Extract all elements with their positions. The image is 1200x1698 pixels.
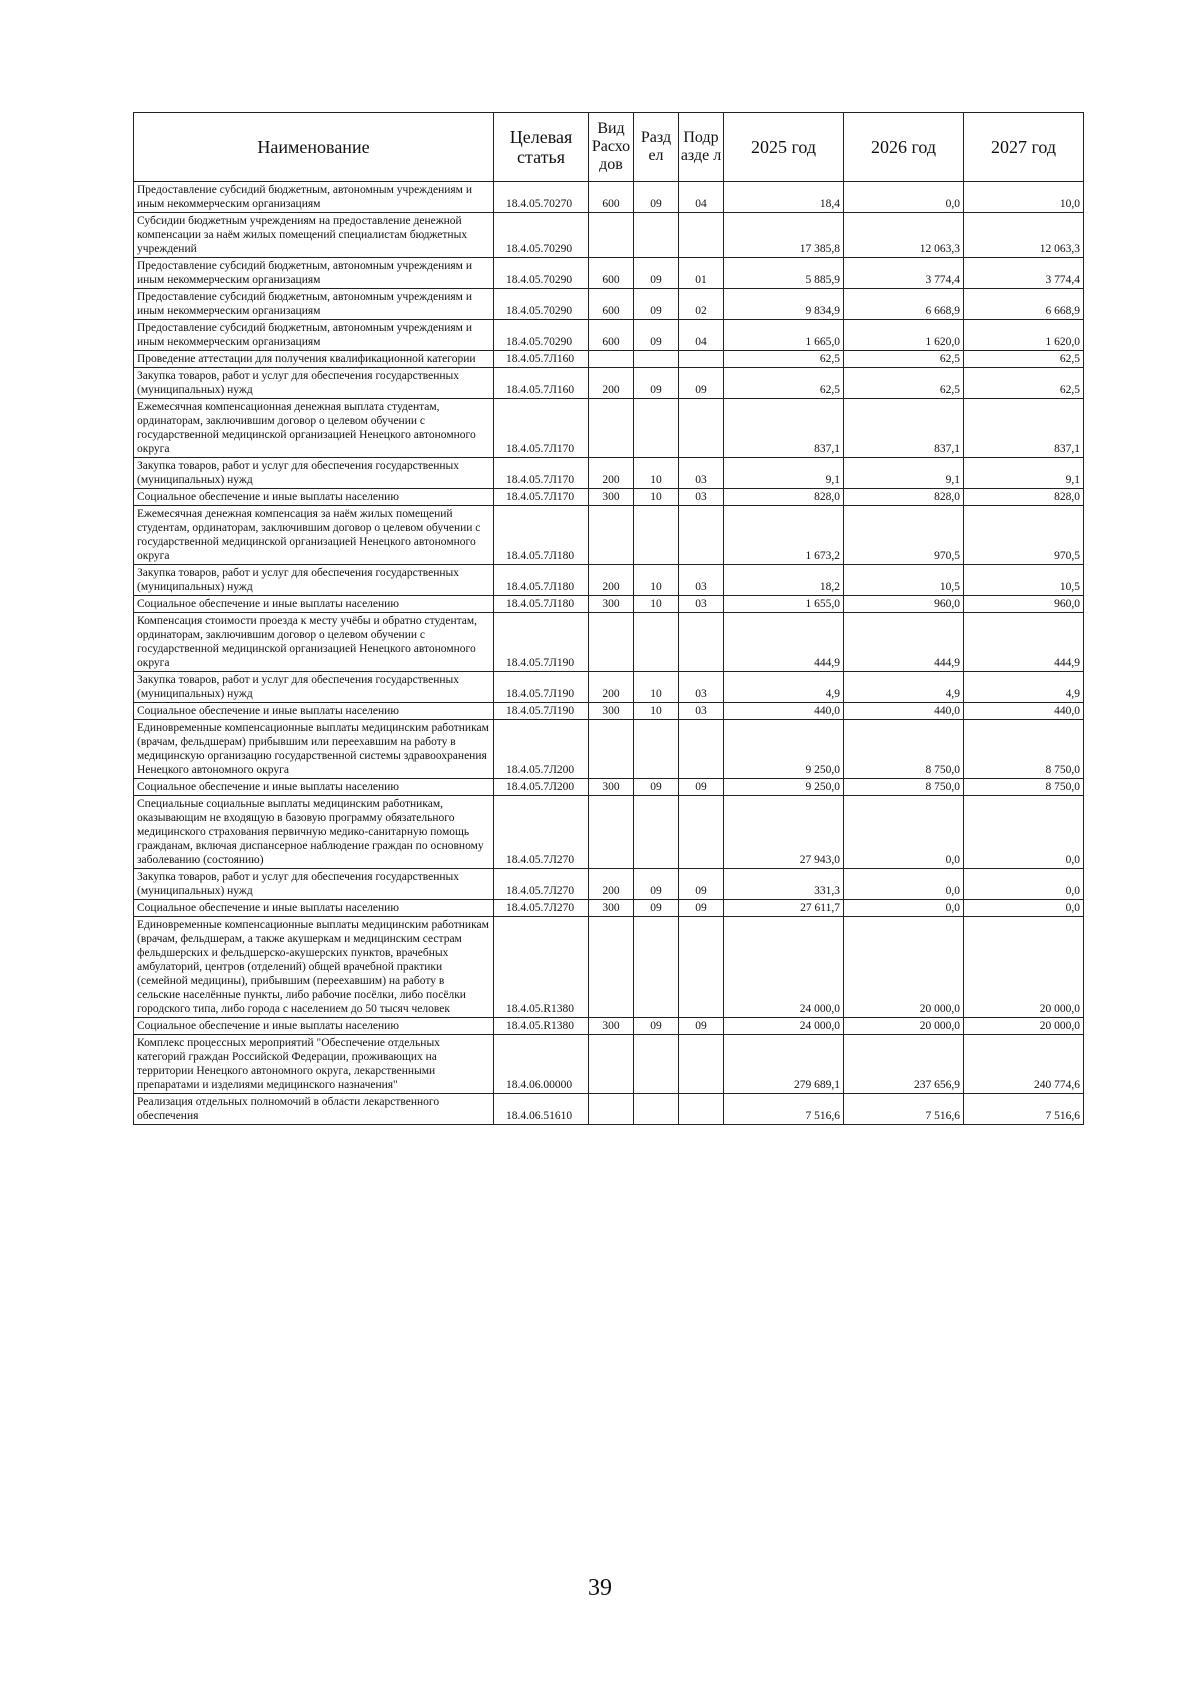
target-article-cell: 18.4.05.R1380: [494, 917, 589, 1018]
table-row: [134, 399, 1084, 458]
amount-2026-cell: 7 516,6: [844, 1094, 964, 1125]
expense-type-cell: [589, 351, 634, 368]
row-name-cell: Социальное обеспечение и иные выплаты населению: [134, 1018, 494, 1035]
target-article-cell: 18.4.06.51610: [494, 1094, 589, 1125]
row-name-cell: Единовременные компенсационные выплаты медицинским работникам (врачам, фельдшерам) прибывшим или переехавшим на работу в медицинскую организацию государственной системы здравоохранения Ненецкого автономного округа: [134, 720, 494, 779]
amount-2026-cell: 4,9: [844, 672, 964, 703]
expense-type-cell: 200: [589, 458, 634, 489]
subsection-cell: 03: [679, 672, 724, 703]
table-row: [134, 720, 1084, 779]
amount-2027-cell: 240 774,6: [964, 1035, 1084, 1094]
table-row: [134, 596, 1084, 613]
subsection-cell: [679, 213, 724, 258]
amount-2025-cell: 5 885,9: [724, 258, 844, 289]
subsection-cell: 03: [679, 703, 724, 720]
subsection-cell: 03: [679, 458, 724, 489]
subsection-cell: 04: [679, 182, 724, 213]
section-cell: 09: [634, 869, 679, 900]
subsection-cell: 02: [679, 289, 724, 320]
amount-2026-cell: 0,0: [844, 796, 964, 869]
expense-type-cell: [589, 1035, 634, 1094]
target-article-cell: 18.4.05.7Л190: [494, 703, 589, 720]
target-article-cell: 18.4.05.7Л170: [494, 399, 589, 458]
target-article-cell: 18.4.05.7Л190: [494, 613, 589, 672]
amount-2027-cell: 0,0: [964, 796, 1084, 869]
target-article-cell: 18.4.05.R1380: [494, 1018, 589, 1035]
table-header-row: [134, 113, 1084, 182]
target-article-cell: 18.4.05.7Л160: [494, 351, 589, 368]
amount-2027-cell: 20 000,0: [964, 917, 1084, 1018]
row-name-cell: Компенсация стоимости проезда к месту учёбы и обратно студентам, ординаторам, заключившим договор о целевом обучении с государственной медицинской организацией Ненецкого автономного округа: [134, 613, 494, 672]
row-name-cell: Закупка товаров, работ и услуг для обеспечения государственных (муниципальных) нужд: [134, 672, 494, 703]
subsection-cell: 01: [679, 258, 724, 289]
amount-2025-cell: 9 250,0: [724, 779, 844, 796]
subsection-cell: [679, 613, 724, 672]
row-name-cell: Предоставление субсидий бюджетным, автономным учреждениям и иным некоммерческим организациям: [134, 320, 494, 351]
amount-2025-cell: 1 665,0: [724, 320, 844, 351]
subsection-cell: [679, 399, 724, 458]
amount-2026-cell: 6 668,9: [844, 289, 964, 320]
amount-2026-cell: 440,0: [844, 703, 964, 720]
amount-2027-cell: 8 750,0: [964, 779, 1084, 796]
row-name-cell: Социальное обеспечение и иные выплаты населению: [134, 596, 494, 613]
amount-2025-cell: 444,9: [724, 613, 844, 672]
table-row: [134, 213, 1084, 258]
target-article-cell: 18.4.05.7Л270: [494, 869, 589, 900]
amount-2026-cell: 62,5: [844, 351, 964, 368]
amount-2025-cell: 331,3: [724, 869, 844, 900]
amount-2027-cell: 0,0: [964, 869, 1084, 900]
amount-2025-cell: 9 834,9: [724, 289, 844, 320]
subsection-cell: [679, 506, 724, 565]
row-name-cell: Ежемесячная денежная компенсация за наём жилых помещений студентам, ординаторам, заключившим договор о целевом обучении с государственной медицинской организацией Ненецкого автономного округа: [134, 506, 494, 565]
section-cell: 10: [634, 458, 679, 489]
amount-2025-cell: 17 385,8: [724, 213, 844, 258]
amount-2026-cell: 0,0: [844, 182, 964, 213]
amount-2027-cell: 4,9: [964, 672, 1084, 703]
amount-2026-cell: 1 620,0: [844, 320, 964, 351]
table-row: [134, 320, 1084, 351]
expense-type-cell: [589, 213, 634, 258]
subsection-cell: 09: [679, 1018, 724, 1035]
row-name-cell: Проведение аттестации для получения квалификационной категории: [134, 351, 494, 368]
section-cell: [634, 613, 679, 672]
table-row: [134, 506, 1084, 565]
expense-type-cell: 200: [589, 672, 634, 703]
row-name-cell: Ежемесячная компенсационная денежная выплата студентам, ординаторам, заключившим договор о целевом обучении с государственной медицинской организацией Ненецкого автономного округа: [134, 399, 494, 458]
table-row: [134, 869, 1084, 900]
target-article-cell: 18.4.05.70290: [494, 289, 589, 320]
expense-type-cell: [589, 613, 634, 672]
amount-2027-cell: 3 774,4: [964, 258, 1084, 289]
section-cell: [634, 506, 679, 565]
amount-2026-cell: 444,9: [844, 613, 964, 672]
table-row: [134, 1094, 1084, 1125]
amount-2025-cell: 24 000,0: [724, 1018, 844, 1035]
target-article-cell: 18.4.05.70290: [494, 258, 589, 289]
header-subsection: Подр азде л: [679, 113, 724, 182]
table-row: [134, 565, 1084, 596]
table-row: [134, 703, 1084, 720]
amount-2027-cell: 10,5: [964, 565, 1084, 596]
subsection-cell: [679, 796, 724, 869]
amount-2025-cell: 18,4: [724, 182, 844, 213]
amount-2027-cell: 960,0: [964, 596, 1084, 613]
row-name-cell: Социальное обеспечение и иные выплаты населению: [134, 779, 494, 796]
target-article-cell: 18.4.05.7Л180: [494, 565, 589, 596]
amount-2026-cell: 3 774,4: [844, 258, 964, 289]
amount-2026-cell: 837,1: [844, 399, 964, 458]
subsection-cell: [679, 1035, 724, 1094]
subsection-cell: 03: [679, 596, 724, 613]
amount-2025-cell: 7 516,6: [724, 1094, 844, 1125]
target-article-cell: 18.4.05.7Л170: [494, 489, 589, 506]
header-2026: 2026 год: [844, 113, 964, 182]
section-cell: 10: [634, 489, 679, 506]
row-name-cell: Специальные социальные выплаты медицинским работникам, оказывающим не входящую в базовую программу обязательного медицинского страхования первичную медико-санитарную помощь гражданам, включая диспансерное наблюдение граждан по основному заболеванию (состоянию): [134, 796, 494, 869]
row-name-cell: Социальное обеспечение и иные выплаты населению: [134, 900, 494, 917]
target-article-cell: 18.4.05.7Л270: [494, 900, 589, 917]
target-article-cell: 18.4.05.70290: [494, 213, 589, 258]
amount-2025-cell: 27 943,0: [724, 796, 844, 869]
table-row: [134, 917, 1084, 1018]
amount-2027-cell: 970,5: [964, 506, 1084, 565]
subsection-cell: [679, 351, 724, 368]
amount-2027-cell: 6 668,9: [964, 289, 1084, 320]
section-cell: 10: [634, 565, 679, 596]
section-cell: [634, 720, 679, 779]
header-section: Разд ел: [634, 113, 679, 182]
section-cell: 09: [634, 320, 679, 351]
amount-2027-cell: 20 000,0: [964, 1018, 1084, 1035]
table-row: [134, 900, 1084, 917]
expense-type-cell: 600: [589, 182, 634, 213]
amount-2025-cell: 837,1: [724, 399, 844, 458]
section-cell: 09: [634, 182, 679, 213]
amount-2026-cell: 8 750,0: [844, 720, 964, 779]
expense-type-cell: 300: [589, 900, 634, 917]
target-article-cell: 18.4.06.00000: [494, 1035, 589, 1094]
target-article-cell: 18.4.05.70270: [494, 182, 589, 213]
page-number: 39: [588, 1575, 612, 1601]
amount-2027-cell: 0,0: [964, 900, 1084, 917]
amount-2025-cell: 1 673,2: [724, 506, 844, 565]
header-expense-type: Вид Расхо дов: [589, 113, 634, 182]
row-name-cell: Предоставление субсидий бюджетным, автономным учреждениям и иным некоммерческим организациям: [134, 258, 494, 289]
budget-table: [133, 112, 1084, 1125]
section-cell: [634, 796, 679, 869]
header-target-article: Целевая статья: [494, 113, 589, 182]
row-name-cell: Комплекс процессных мероприятий "Обеспечение отдельных категорий граждан Российской Федерации, проживающих на территории Ненецкого автономного округа, лекарственными препаратами и изделиями медицинского назначения": [134, 1035, 494, 1094]
subsection-cell: 09: [679, 779, 724, 796]
row-name-cell: Закупка товаров, работ и услуг для обеспечения государственных (муниципальных) нужд: [134, 368, 494, 399]
amount-2026-cell: 0,0: [844, 900, 964, 917]
header-name: Наименование: [134, 113, 494, 182]
row-name-cell: Закупка товаров, работ и услуг для обеспечения государственных (муниципальных) нужд: [134, 565, 494, 596]
amount-2026-cell: 62,5: [844, 368, 964, 399]
section-cell: [634, 213, 679, 258]
section-cell: 09: [634, 368, 679, 399]
amount-2027-cell: 444,9: [964, 613, 1084, 672]
header-2027: 2027 год: [964, 113, 1084, 182]
expense-type-cell: 300: [589, 489, 634, 506]
expense-type-cell: 300: [589, 703, 634, 720]
subsection-cell: 09: [679, 869, 724, 900]
amount-2025-cell: 27 611,7: [724, 900, 844, 917]
row-name-cell: Закупка товаров, работ и услуг для обеспечения государственных (муниципальных) нужд: [134, 458, 494, 489]
row-name-cell: Субсидии бюджетным учреждениям на предоставление денежной компенсации за наём жилых помещений специалистам бюджетных учреждений: [134, 213, 494, 258]
expense-type-cell: [589, 399, 634, 458]
target-article-cell: 18.4.05.7Л270: [494, 796, 589, 869]
header-2025: 2025 год: [724, 113, 844, 182]
target-article-cell: 18.4.05.7Л170: [494, 458, 589, 489]
amount-2025-cell: 440,0: [724, 703, 844, 720]
section-cell: [634, 1035, 679, 1094]
amount-2025-cell: 1 655,0: [724, 596, 844, 613]
amount-2027-cell: 1 620,0: [964, 320, 1084, 351]
subsection-cell: 03: [679, 489, 724, 506]
amount-2026-cell: 9,1: [844, 458, 964, 489]
amount-2027-cell: 62,5: [964, 351, 1084, 368]
amount-2026-cell: 960,0: [844, 596, 964, 613]
expense-type-cell: [589, 796, 634, 869]
table-row: [134, 779, 1084, 796]
section-cell: 09: [634, 258, 679, 289]
amount-2027-cell: 837,1: [964, 399, 1084, 458]
table-row: [134, 1018, 1084, 1035]
target-article-cell: 18.4.05.7Л200: [494, 779, 589, 796]
expense-type-cell: 200: [589, 565, 634, 596]
expense-type-cell: 300: [589, 1018, 634, 1035]
expense-type-cell: 600: [589, 258, 634, 289]
subsection-cell: 09: [679, 900, 724, 917]
table-row: [134, 796, 1084, 869]
amount-2026-cell: 20 000,0: [844, 917, 964, 1018]
amount-2025-cell: 62,5: [724, 368, 844, 399]
amount-2025-cell: 279 689,1: [724, 1035, 844, 1094]
amount-2027-cell: 828,0: [964, 489, 1084, 506]
subsection-cell: [679, 720, 724, 779]
section-cell: [634, 917, 679, 1018]
table-row: [134, 182, 1084, 213]
section-cell: 10: [634, 596, 679, 613]
expense-type-cell: 200: [589, 368, 634, 399]
expense-type-cell: 200: [589, 869, 634, 900]
amount-2027-cell: 12 063,3: [964, 213, 1084, 258]
target-article-cell: 18.4.05.7Л160: [494, 368, 589, 399]
table-body: [134, 182, 1084, 1125]
amount-2027-cell: 8 750,0: [964, 720, 1084, 779]
section-cell: 09: [634, 289, 679, 320]
row-name-cell: Социальное обеспечение и иные выплаты населению: [134, 703, 494, 720]
section-cell: 09: [634, 1018, 679, 1035]
table-row: [134, 368, 1084, 399]
table-row: [134, 258, 1084, 289]
table-row: [134, 289, 1084, 320]
amount-2025-cell: 828,0: [724, 489, 844, 506]
subsection-cell: 09: [679, 368, 724, 399]
expense-type-cell: [589, 917, 634, 1018]
table-row: [134, 672, 1084, 703]
amount-2025-cell: 24 000,0: [724, 917, 844, 1018]
table-row: [134, 489, 1084, 506]
expense-type-cell: [589, 720, 634, 779]
amount-2026-cell: 8 750,0: [844, 779, 964, 796]
amount-2026-cell: 0,0: [844, 869, 964, 900]
row-name-cell: Социальное обеспечение и иные выплаты населению: [134, 489, 494, 506]
amount-2027-cell: 9,1: [964, 458, 1084, 489]
section-cell: [634, 1094, 679, 1125]
row-name-cell: Единовременные компенсационные выплаты медицинским работникам (врачам, фельдшерам, а также акушеркам и медицинским сестрам фельдшерских и фельдшерско-акушерских пунктов, врачебных амбулаторий, центров (отделений) общей врачебной практики (семейной медицины), прибывшим (переехавшим) на работу в сельские населённые пункты, либо рабочие посёлки, либо посёлки городского типа, либо города с населением до 50 тысяч человек: [134, 917, 494, 1018]
amount-2026-cell: 828,0: [844, 489, 964, 506]
section-cell: 09: [634, 900, 679, 917]
row-name-cell: Закупка товаров, работ и услуг для обеспечения государственных (муниципальных) нужд: [134, 869, 494, 900]
section-cell: 10: [634, 672, 679, 703]
row-name-cell: Реализация отдельных полномочий в области лекарственного обеспечения: [134, 1094, 494, 1125]
expense-type-cell: 300: [589, 779, 634, 796]
amount-2025-cell: 9,1: [724, 458, 844, 489]
expense-type-cell: 600: [589, 289, 634, 320]
amount-2027-cell: 7 516,6: [964, 1094, 1084, 1125]
table-row: [134, 351, 1084, 368]
subsection-cell: [679, 917, 724, 1018]
amount-2026-cell: 970,5: [844, 506, 964, 565]
amount-2026-cell: 20 000,0: [844, 1018, 964, 1035]
target-article-cell: 18.4.05.7Л180: [494, 596, 589, 613]
target-article-cell: 18.4.05.7Л190: [494, 672, 589, 703]
expense-type-cell: [589, 506, 634, 565]
amount-2025-cell: 18,2: [724, 565, 844, 596]
section-cell: 09: [634, 779, 679, 796]
section-cell: [634, 399, 679, 458]
amount-2026-cell: 12 063,3: [844, 213, 964, 258]
expense-type-cell: [589, 1094, 634, 1125]
section-cell: 10: [634, 703, 679, 720]
subsection-cell: 04: [679, 320, 724, 351]
subsection-cell: [679, 1094, 724, 1125]
expense-type-cell: 600: [589, 320, 634, 351]
amount-2026-cell: 10,5: [844, 565, 964, 596]
target-article-cell: 18.4.05.7Л180: [494, 506, 589, 565]
amount-2027-cell: 10,0: [964, 182, 1084, 213]
table-row: [134, 1035, 1084, 1094]
target-article-cell: 18.4.05.70290: [494, 320, 589, 351]
target-article-cell: 18.4.05.7Л200: [494, 720, 589, 779]
expense-type-cell: 300: [589, 596, 634, 613]
table-row: [134, 458, 1084, 489]
amount-2027-cell: 440,0: [964, 703, 1084, 720]
section-cell: [634, 351, 679, 368]
subsection-cell: 03: [679, 565, 724, 596]
row-name-cell: Предоставление субсидий бюджетным, автономным учреждениям и иным некоммерческим организациям: [134, 182, 494, 213]
amount-2027-cell: 62,5: [964, 368, 1084, 399]
table-row: [134, 613, 1084, 672]
row-name-cell: Предоставление субсидий бюджетным, автономным учреждениям и иным некоммерческим организациям: [134, 289, 494, 320]
amount-2025-cell: 9 250,0: [724, 720, 844, 779]
amount-2025-cell: 4,9: [724, 672, 844, 703]
amount-2025-cell: 62,5: [724, 351, 844, 368]
amount-2026-cell: 237 656,9: [844, 1035, 964, 1094]
